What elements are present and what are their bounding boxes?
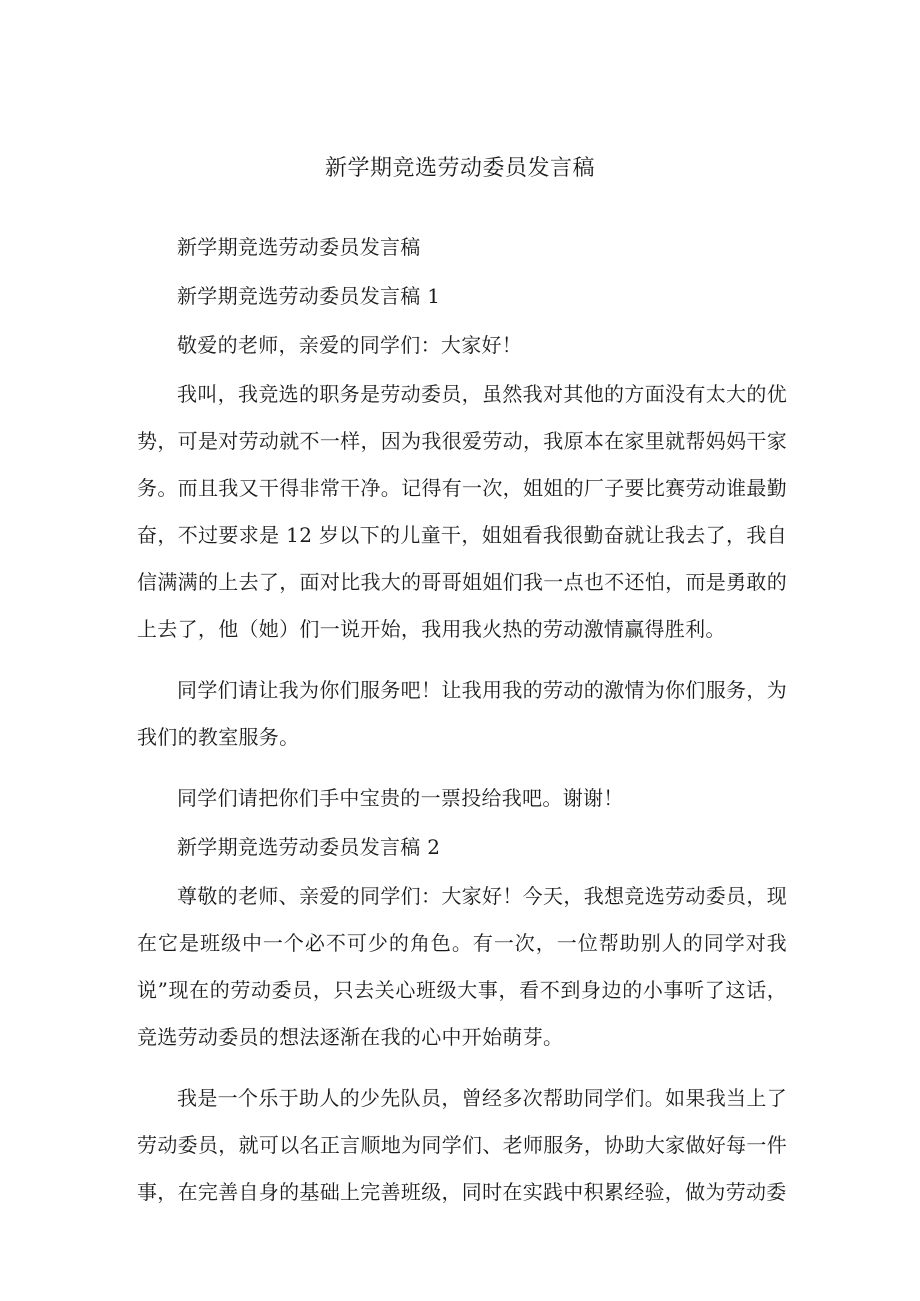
- paragraph-heading-1: 新学期竞选劳动委员发言稿 1: [177, 284, 441, 308]
- paragraph-subtitle: 新学期竞选劳动委员发言稿: [177, 235, 421, 259]
- paragraph-body: 我是一个乐于助人的少先队员，曾经多次帮助同学们。如果我当上了劳动委员，就可以名正言顺地为同学们、老师服务，协助大家做好每一件事，在完善自身的基础上完善班级，同时在实践中积累经验，做为劳动委: [137, 1086, 787, 1204]
- paragraph-body: 我叫，我竞选的职务是劳动委员，虽然我对其他的方面没有太大的优势，可是对劳动就不一样，因为我很爱劳动，我原本在家里就帮妈妈干家务。而且我又干得非常干净。记得有一次，姐姐的厂子要比赛劳动谁最勤奋，不过要求是 12 岁以下的儿童干，姐姐看我很勤奋就让我去了，我自信满满的上去了，面对比我大的哥哥姐姐们我一点也不还怕，而是勇敢的上去了，他（她）们一说开始，我用我火热的劳动激情赢得胜利。: [137, 382, 787, 641]
- paragraph-heading-2: 新学期竞选劳动委员发言稿 2: [177, 835, 441, 859]
- paragraph-body: 同学们请让我为你们服务吧！让我用我的劳动的激情为你们服务，为我们的教室服务。: [137, 678, 787, 749]
- paragraph-body: 尊敬的老师、亲爱的同学们：大家好！今天，我想竞选劳动委员，现在它是班级中一个必不可少的角色。有一次，一位帮助别人的同学对我说”现在的劳动委员，只去关心班级大事，看不到身边的小事听了这话，竞选劳动委员的想法逐渐在我的心中开始萌芽。: [137, 884, 787, 1049]
- document-body: [137, 224, 787, 1230]
- paragraph-closing: 同学们请把你们手中宝贵的一票投给我吧。谢谢！: [177, 786, 624, 810]
- paragraph-greeting: 敬爱的老师，亲爱的同学们：大家好！: [177, 333, 523, 357]
- document-title: 新学期竞选劳动委员发言稿: [324, 156, 595, 181]
